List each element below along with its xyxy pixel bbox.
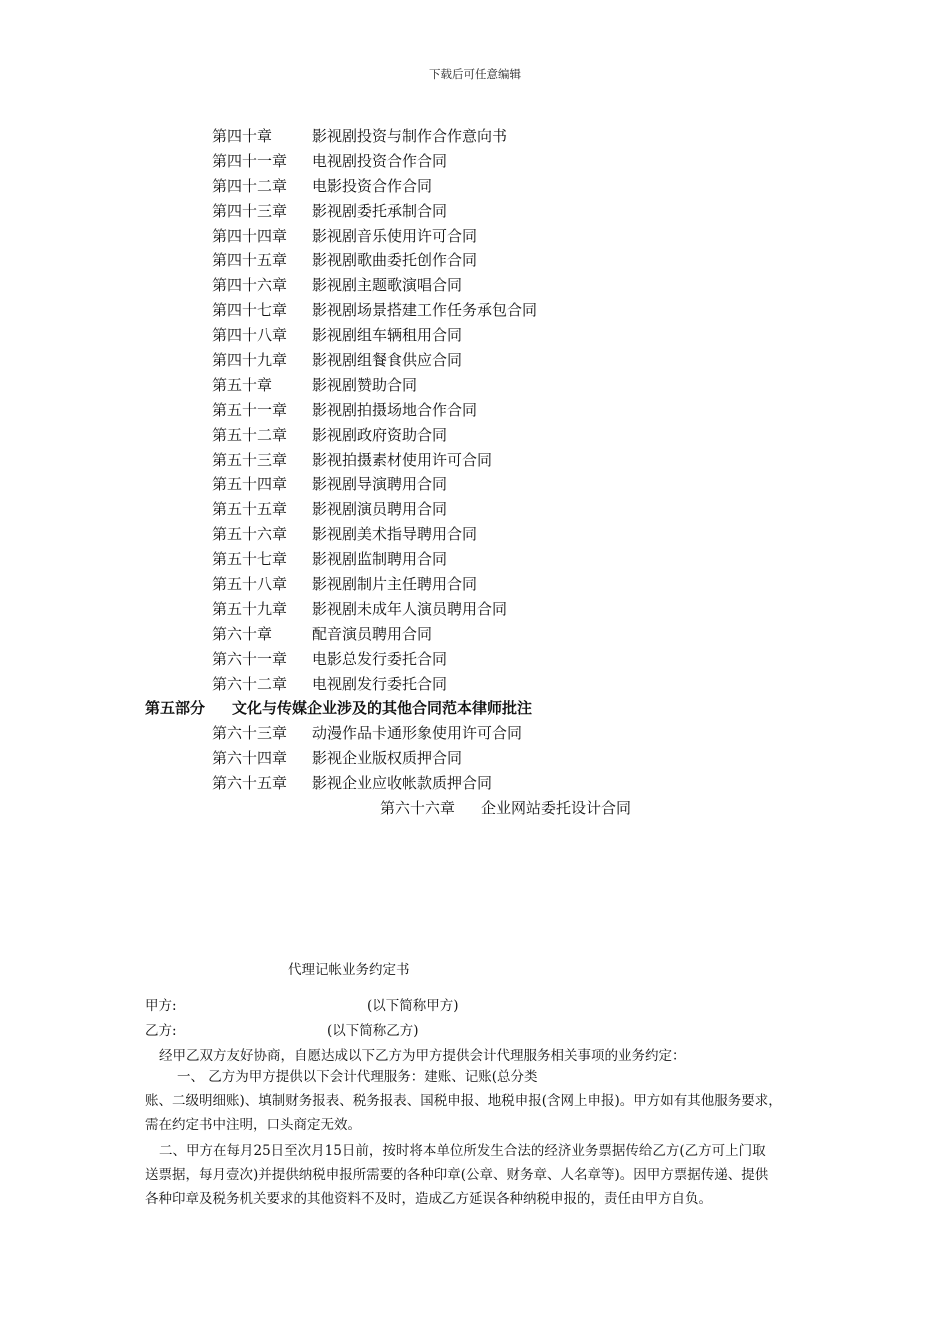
toc-entry bbox=[0, 547, 950, 572]
toc-chapter-number: 第四十六章 bbox=[212, 276, 288, 295]
toc-chapter-number: 第六十二章 bbox=[212, 674, 288, 693]
toc-chapter-title: 影视剧音乐使用许可合同 bbox=[312, 226, 478, 245]
toc-chapter-number: 第五十八章 bbox=[212, 575, 288, 594]
toc-chapter-title: 影视剧导演聘用合同 bbox=[312, 475, 448, 494]
toc-chapter-number: 第四十三章 bbox=[212, 201, 288, 220]
toc-chapter-number: 第六十四章 bbox=[212, 749, 288, 768]
toc-part-heading bbox=[0, 696, 950, 721]
toc-chapter-title: 影视剧投资与制作合作意向书 bbox=[312, 127, 508, 145]
toc-chapter-number: 第四十五章 bbox=[212, 251, 288, 270]
toc-chapter-title: 影视剧主题歌演唱合同 bbox=[312, 276, 463, 295]
toc-entry bbox=[0, 199, 950, 224]
toc-entry bbox=[0, 746, 950, 771]
toc-chapter-number: 第四十四章 bbox=[212, 226, 288, 245]
toc-chapter-number: 第五十六章 bbox=[212, 525, 288, 544]
toc-chapter-title: 影视剧委托承制合同 bbox=[312, 201, 448, 220]
toc-chapter-number: 第四十二章 bbox=[212, 176, 288, 195]
toc-chapter-number: 第六十一章 bbox=[212, 649, 288, 668]
toc-entry bbox=[0, 248, 950, 273]
toc-chapter-title: 电影投资合作合同 bbox=[312, 176, 433, 195]
toc-chapter-number: 第四十七章 bbox=[212, 301, 288, 320]
party-b-label: 乙方: bbox=[145, 1023, 177, 1039]
clause-1 bbox=[145, 1065, 815, 1137]
toc-entry bbox=[0, 497, 950, 522]
toc-chapter-title: 影视剧赞助合同 bbox=[312, 375, 418, 394]
clause-2 bbox=[145, 1139, 815, 1211]
toc-entry bbox=[0, 771, 950, 796]
toc-entry bbox=[0, 721, 950, 746]
toc-entry bbox=[0, 323, 950, 348]
clause-2-line: 送票据，每月壹次)并提供纳税申报所需要的各种印章(公章、财务章、人名章等)。因甲方票据传递、提供 bbox=[145, 1167, 769, 1183]
toc-chapter-title: 配音演员聘用合同 bbox=[312, 624, 433, 643]
toc-chapter-number: 第五十三章 bbox=[212, 450, 288, 469]
toc-chapter-title: 影视剧演员聘用合同 bbox=[312, 500, 448, 519]
toc-entry bbox=[0, 622, 950, 647]
toc-entry bbox=[0, 149, 950, 174]
toc-chapter-title: 影视剧监制聘用合同 bbox=[312, 550, 448, 569]
toc-entry bbox=[0, 398, 950, 423]
toc-entry bbox=[0, 597, 950, 622]
party-a-label: 甲方: bbox=[145, 998, 177, 1014]
page-header-note: 下载后可任意编辑 bbox=[429, 67, 521, 81]
toc-entry bbox=[0, 647, 950, 672]
toc-chapter-number: 第五十九章 bbox=[212, 599, 288, 618]
toc-chapter-title: 影视拍摄素材使用许可合同 bbox=[312, 450, 493, 469]
toc-chapter-title: 电视剧发行委托合同 bbox=[312, 674, 448, 693]
toc-entry bbox=[0, 373, 950, 398]
toc-entry bbox=[0, 423, 950, 448]
party-a-note: (以下简称甲方) bbox=[367, 998, 459, 1014]
toc-chapter-title: 影视剧美术指导聘用合同 bbox=[312, 525, 478, 544]
toc-chapter-title: 影视剧组车辆租用合同 bbox=[312, 326, 463, 345]
toc-entry bbox=[0, 572, 950, 597]
toc-chapter-number: 第六十五章 bbox=[212, 774, 288, 793]
toc-chapter-number: 第四十八章 bbox=[212, 326, 288, 345]
toc-chapter-number: 第四十章 bbox=[212, 127, 273, 145]
toc-entry bbox=[0, 796, 950, 821]
toc-chapter-title: 影视剧政府资助合同 bbox=[312, 425, 448, 444]
clause-2-line: 各种印章及税务机关要求的其他资料不及时，造成乙方延误各种纳税申报的，责任由甲方自负。 bbox=[145, 1191, 712, 1207]
toc-chapter-number: 第五部分 bbox=[145, 699, 206, 718]
toc-chapter-title: 电影总发行委托合同 bbox=[312, 649, 448, 668]
toc-chapter-title: 动漫作品卡通形象使用许可合同 bbox=[312, 724, 523, 743]
toc-chapter-number: 第五十七章 bbox=[212, 550, 288, 569]
toc-entry bbox=[0, 522, 950, 547]
toc-chapter-title: 电视剧投资合作合同 bbox=[312, 151, 448, 170]
toc-entry bbox=[0, 298, 950, 323]
toc-entry bbox=[0, 672, 950, 697]
agreement-intro: 经甲乙双方友好协商，自愿达成以下乙方为甲方提供会计代理服务相关事项的业务约定： bbox=[159, 1048, 686, 1064]
toc-chapter-title: 影视剧歌曲委托创作合同 bbox=[312, 251, 478, 270]
clause-1-line: 账、二级明细账)、填制财务报表、税务报表、国税申报、地税申报(含网上申报)。甲方如有其他服务要求， bbox=[145, 1093, 782, 1109]
toc-entry bbox=[0, 472, 950, 497]
toc-chapter-title: 文化与传媒企业涉及的其他合同范本律师批注 bbox=[232, 699, 533, 718]
party-b-note: (以下简称乙方) bbox=[327, 1023, 419, 1039]
clause-1-line: 需在约定书中注明，口头商定无效。 bbox=[145, 1117, 361, 1133]
toc-chapter-title: 影视企业版权质押合同 bbox=[312, 749, 463, 768]
toc-entry bbox=[0, 448, 950, 473]
toc-chapter-title: 影视剧拍摄场地合作合同 bbox=[312, 400, 478, 419]
toc-chapter-title: 影视剧组餐食供应合同 bbox=[312, 351, 463, 370]
toc-chapter-title: 影视剧制片主任聘用合同 bbox=[312, 575, 478, 594]
toc-chapter-title: 影视剧未成年人演员聘用合同 bbox=[312, 599, 508, 618]
toc-chapter-number: 第五十章 bbox=[212, 375, 273, 394]
toc-chapter-number: 第六十三章 bbox=[212, 724, 288, 743]
toc-chapter-number: 第五十一章 bbox=[212, 400, 288, 419]
toc-chapter-title: 企业网站委托设计合同 bbox=[481, 799, 632, 818]
clause-2-line: 二、甲方在每月25日至次月15日前，按时将本单位所发生合法的经济业务票据传给乙方(乙方可上门取 bbox=[159, 1143, 766, 1159]
toc-entry bbox=[0, 124, 950, 149]
toc-chapter-title: 影视剧场景搭建工作任务承包合同 bbox=[312, 301, 538, 320]
clause-1-line: 一、 乙方为甲方提供以下会计代理服务：建账、记账(总分类 bbox=[177, 1069, 538, 1085]
toc-entry bbox=[0, 174, 950, 199]
toc-chapter-number: 第四十一章 bbox=[212, 151, 288, 170]
toc-chapter-number: 第六十六章 bbox=[380, 799, 456, 818]
toc-entry bbox=[0, 224, 950, 249]
toc-chapter-number: 第五十四章 bbox=[212, 475, 288, 494]
toc-entry bbox=[0, 348, 950, 373]
toc-chapter-number: 第六十章 bbox=[212, 624, 273, 643]
table-of-contents bbox=[0, 124, 950, 821]
toc-entry bbox=[0, 273, 950, 298]
toc-chapter-number: 第五十二章 bbox=[212, 425, 288, 444]
agreement-title: 代理记帐业务约定书 bbox=[288, 962, 410, 978]
toc-chapter-title: 影视企业应收帐款质押合同 bbox=[312, 774, 493, 793]
toc-chapter-number: 第四十九章 bbox=[212, 351, 288, 370]
toc-chapter-number: 第五十五章 bbox=[212, 500, 288, 519]
